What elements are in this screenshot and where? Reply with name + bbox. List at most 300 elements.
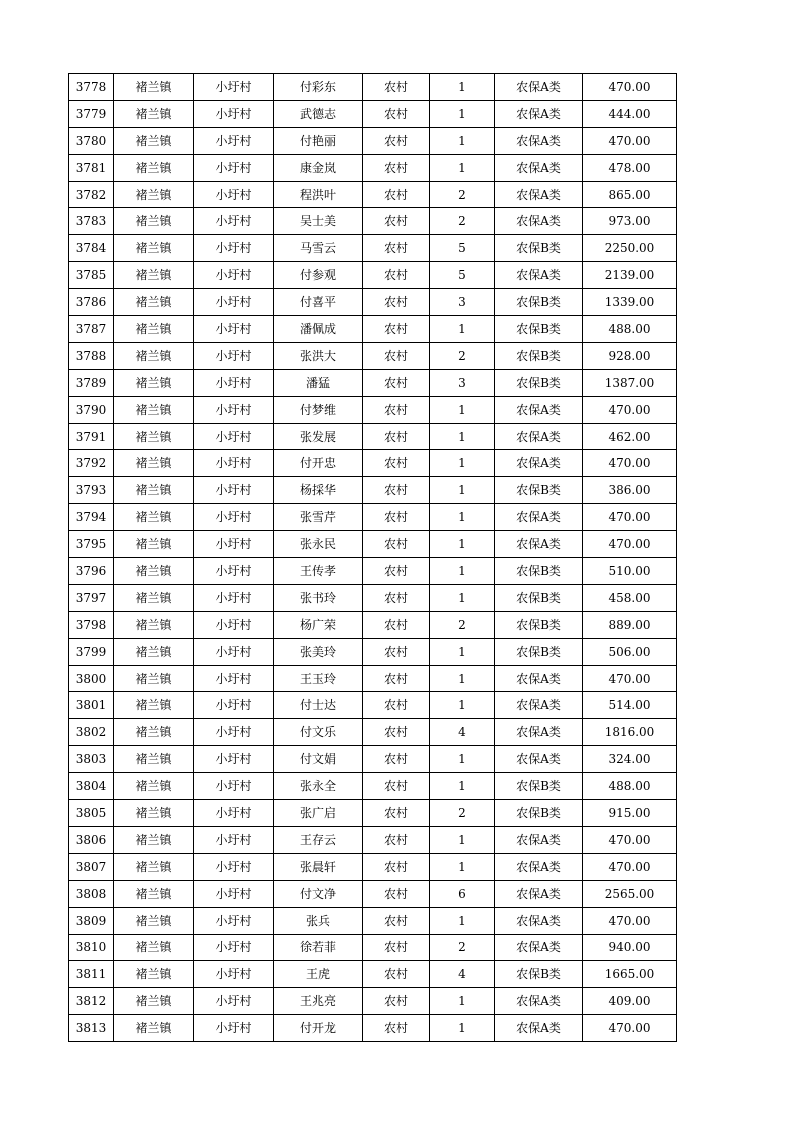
name-cell: 康金岚 (274, 154, 363, 181)
amount-cell: 940.00 (583, 934, 677, 961)
amount-cell: 2139.00 (583, 262, 677, 289)
village-cell: 小圩村 (194, 127, 274, 154)
row-number-cell: 3792 (69, 450, 114, 477)
row-number-cell: 3796 (69, 558, 114, 585)
name-cell: 武德志 (274, 100, 363, 127)
table-row (69, 1015, 677, 1042)
town-cell: 褚兰镇 (114, 853, 194, 880)
name-cell: 付开龙 (274, 1015, 363, 1042)
table-row (69, 638, 677, 665)
amount-cell: 915.00 (583, 800, 677, 827)
area-type-cell: 农村 (363, 208, 430, 235)
category-cell: 农保B类 (495, 611, 583, 638)
household-size-cell: 1 (430, 1015, 495, 1042)
town-cell: 褚兰镇 (114, 262, 194, 289)
area-type-cell: 农村 (363, 584, 430, 611)
row-number-cell: 3807 (69, 853, 114, 880)
amount-cell: 973.00 (583, 208, 677, 235)
town-cell: 褚兰镇 (114, 208, 194, 235)
town-cell: 褚兰镇 (114, 934, 194, 961)
village-cell: 小圩村 (194, 558, 274, 585)
name-cell: 王存云 (274, 826, 363, 853)
area-type-cell: 农村 (363, 181, 430, 208)
village-cell: 小圩村 (194, 988, 274, 1015)
area-type-cell: 农村 (363, 907, 430, 934)
amount-cell: 470.00 (583, 907, 677, 934)
area-type-cell: 农村 (363, 665, 430, 692)
table-row (69, 961, 677, 988)
category-cell: 农保A类 (495, 719, 583, 746)
category-cell: 农保B类 (495, 584, 583, 611)
village-cell: 小圩村 (194, 316, 274, 343)
category-cell: 农保A类 (495, 262, 583, 289)
area-type-cell: 农村 (363, 719, 430, 746)
amount-cell: 470.00 (583, 450, 677, 477)
village-cell: 小圩村 (194, 826, 274, 853)
household-size-cell: 3 (430, 289, 495, 316)
category-cell: 农保A类 (495, 423, 583, 450)
area-type-cell: 农村 (363, 450, 430, 477)
row-number-cell: 3784 (69, 235, 114, 262)
town-cell: 褚兰镇 (114, 773, 194, 800)
table-row (69, 826, 677, 853)
household-size-cell: 1 (430, 558, 495, 585)
category-cell: 农保B类 (495, 342, 583, 369)
village-cell: 小圩村 (194, 531, 274, 558)
name-cell: 王玉玲 (274, 665, 363, 692)
amount-cell: 889.00 (583, 611, 677, 638)
category-cell: 农保A类 (495, 665, 583, 692)
category-cell: 农保B类 (495, 289, 583, 316)
category-cell: 农保A类 (495, 746, 583, 773)
name-cell: 张洪大 (274, 342, 363, 369)
amount-cell: 470.00 (583, 1015, 677, 1042)
row-number-cell: 3787 (69, 316, 114, 343)
village-cell: 小圩村 (194, 638, 274, 665)
table-row (69, 719, 677, 746)
area-type-cell: 农村 (363, 127, 430, 154)
category-cell: 农保A类 (495, 127, 583, 154)
village-cell: 小圩村 (194, 719, 274, 746)
amount-cell: 470.00 (583, 396, 677, 423)
category-cell: 农保A类 (495, 692, 583, 719)
town-cell: 褚兰镇 (114, 423, 194, 450)
village-cell: 小圩村 (194, 853, 274, 880)
household-size-cell: 1 (430, 746, 495, 773)
village-cell: 小圩村 (194, 208, 274, 235)
town-cell: 褚兰镇 (114, 531, 194, 558)
row-number-cell: 3806 (69, 826, 114, 853)
town-cell: 褚兰镇 (114, 584, 194, 611)
amount-cell: 458.00 (583, 584, 677, 611)
area-type-cell: 农村 (363, 154, 430, 181)
table-row (69, 423, 677, 450)
name-cell: 付士达 (274, 692, 363, 719)
area-type-cell: 农村 (363, 316, 430, 343)
table-row (69, 611, 677, 638)
village-cell: 小圩村 (194, 584, 274, 611)
village-cell: 小圩村 (194, 934, 274, 961)
table-row (69, 262, 677, 289)
household-size-cell: 2 (430, 934, 495, 961)
town-cell: 褚兰镇 (114, 316, 194, 343)
area-type-cell: 农村 (363, 746, 430, 773)
category-cell: 农保A类 (495, 1015, 583, 1042)
name-cell: 杨广荣 (274, 611, 363, 638)
table-row (69, 746, 677, 773)
village-cell: 小圩村 (194, 289, 274, 316)
amount-cell: 514.00 (583, 692, 677, 719)
amount-cell: 1387.00 (583, 369, 677, 396)
household-size-cell: 1 (430, 154, 495, 181)
town-cell: 褚兰镇 (114, 289, 194, 316)
town-cell: 褚兰镇 (114, 74, 194, 101)
row-number-cell: 3803 (69, 746, 114, 773)
amount-cell: 1665.00 (583, 961, 677, 988)
amount-cell: 2250.00 (583, 235, 677, 262)
area-type-cell: 农村 (363, 880, 430, 907)
amount-cell: 506.00 (583, 638, 677, 665)
amount-cell: 386.00 (583, 477, 677, 504)
name-cell: 张书玲 (274, 584, 363, 611)
village-cell: 小圩村 (194, 181, 274, 208)
category-cell: 农保B类 (495, 235, 583, 262)
category-cell: 农保A类 (495, 907, 583, 934)
row-number-cell: 3790 (69, 396, 114, 423)
village-cell: 小圩村 (194, 423, 274, 450)
name-cell: 张雪芹 (274, 504, 363, 531)
category-cell: 农保A类 (495, 988, 583, 1015)
table-row (69, 100, 677, 127)
category-cell: 农保A类 (495, 504, 583, 531)
village-cell: 小圩村 (194, 74, 274, 101)
category-cell: 农保A类 (495, 208, 583, 235)
area-type-cell: 农村 (363, 800, 430, 827)
row-number-cell: 3813 (69, 1015, 114, 1042)
town-cell: 褚兰镇 (114, 127, 194, 154)
table-row (69, 127, 677, 154)
area-type-cell: 农村 (363, 342, 430, 369)
village-cell: 小圩村 (194, 773, 274, 800)
village-cell: 小圩村 (194, 396, 274, 423)
name-cell: 付开忠 (274, 450, 363, 477)
town-cell: 褚兰镇 (114, 450, 194, 477)
area-type-cell: 农村 (363, 826, 430, 853)
table-row (69, 235, 677, 262)
village-cell: 小圩村 (194, 235, 274, 262)
town-cell: 褚兰镇 (114, 746, 194, 773)
village-cell: 小圩村 (194, 907, 274, 934)
household-size-cell: 1 (430, 692, 495, 719)
town-cell: 褚兰镇 (114, 477, 194, 504)
area-type-cell: 农村 (363, 988, 430, 1015)
household-size-cell: 4 (430, 961, 495, 988)
name-cell: 张广启 (274, 800, 363, 827)
category-cell: 农保B类 (495, 369, 583, 396)
area-type-cell: 农村 (363, 853, 430, 880)
village-cell: 小圩村 (194, 692, 274, 719)
household-size-cell: 1 (430, 100, 495, 127)
table-row (69, 692, 677, 719)
amount-cell: 488.00 (583, 773, 677, 800)
amount-cell: 470.00 (583, 665, 677, 692)
amount-cell: 470.00 (583, 531, 677, 558)
table-row (69, 289, 677, 316)
amount-cell: 478.00 (583, 154, 677, 181)
table-row (69, 773, 677, 800)
category-cell: 农保B类 (495, 800, 583, 827)
household-size-cell: 2 (430, 342, 495, 369)
town-cell: 褚兰镇 (114, 638, 194, 665)
table-row (69, 369, 677, 396)
town-cell: 褚兰镇 (114, 692, 194, 719)
category-cell: 农保A类 (495, 450, 583, 477)
amount-cell: 462.00 (583, 423, 677, 450)
table-row (69, 907, 677, 934)
household-size-cell: 1 (430, 638, 495, 665)
category-cell: 农保B类 (495, 477, 583, 504)
row-number-cell: 3808 (69, 880, 114, 907)
table-row (69, 934, 677, 961)
table-row (69, 396, 677, 423)
amount-cell: 324.00 (583, 746, 677, 773)
name-cell: 张美玲 (274, 638, 363, 665)
row-number-cell: 3785 (69, 262, 114, 289)
table-row (69, 154, 677, 181)
row-number-cell: 3789 (69, 369, 114, 396)
category-cell: 农保B类 (495, 773, 583, 800)
household-size-cell: 6 (430, 880, 495, 907)
table-row (69, 665, 677, 692)
table-body (69, 74, 677, 1042)
area-type-cell: 农村 (363, 74, 430, 101)
name-cell: 付彩东 (274, 74, 363, 101)
household-size-cell: 2 (430, 800, 495, 827)
amount-cell: 1339.00 (583, 289, 677, 316)
table-row (69, 558, 677, 585)
row-number-cell: 3805 (69, 800, 114, 827)
name-cell: 吴士美 (274, 208, 363, 235)
household-size-cell: 5 (430, 235, 495, 262)
name-cell: 潘佩成 (274, 316, 363, 343)
row-number-cell: 3801 (69, 692, 114, 719)
household-size-cell: 1 (430, 477, 495, 504)
town-cell: 褚兰镇 (114, 154, 194, 181)
row-number-cell: 3802 (69, 719, 114, 746)
household-size-cell: 1 (430, 74, 495, 101)
row-number-cell: 3783 (69, 208, 114, 235)
row-number-cell: 3778 (69, 74, 114, 101)
amount-cell: 444.00 (583, 100, 677, 127)
name-cell: 张兵 (274, 907, 363, 934)
household-size-cell: 1 (430, 127, 495, 154)
area-type-cell: 农村 (363, 100, 430, 127)
row-number-cell: 3811 (69, 961, 114, 988)
row-number-cell: 3797 (69, 584, 114, 611)
category-cell: 农保A类 (495, 853, 583, 880)
village-cell: 小圩村 (194, 800, 274, 827)
category-cell: 农保A类 (495, 396, 583, 423)
area-type-cell: 农村 (363, 611, 430, 638)
name-cell: 付梦维 (274, 396, 363, 423)
row-number-cell: 3788 (69, 342, 114, 369)
category-cell: 农保A类 (495, 531, 583, 558)
village-cell: 小圩村 (194, 880, 274, 907)
table-row (69, 74, 677, 101)
name-cell: 张永全 (274, 773, 363, 800)
amount-cell: 1816.00 (583, 719, 677, 746)
town-cell: 褚兰镇 (114, 235, 194, 262)
category-cell: 农保B类 (495, 558, 583, 585)
category-cell: 农保A类 (495, 154, 583, 181)
amount-cell: 510.00 (583, 558, 677, 585)
area-type-cell: 农村 (363, 934, 430, 961)
row-number-cell: 3812 (69, 988, 114, 1015)
household-size-cell: 1 (430, 316, 495, 343)
area-type-cell: 农村 (363, 504, 430, 531)
category-cell: 农保B类 (495, 316, 583, 343)
amount-cell: 488.00 (583, 316, 677, 343)
town-cell: 褚兰镇 (114, 719, 194, 746)
row-number-cell: 3795 (69, 531, 114, 558)
town-cell: 褚兰镇 (114, 181, 194, 208)
table-row (69, 853, 677, 880)
category-cell: 农保A类 (495, 934, 583, 961)
village-cell: 小圩村 (194, 1015, 274, 1042)
amount-cell: 470.00 (583, 826, 677, 853)
name-cell: 张晨轩 (274, 853, 363, 880)
household-size-cell: 5 (430, 262, 495, 289)
household-size-cell: 3 (430, 369, 495, 396)
town-cell: 褚兰镇 (114, 1015, 194, 1042)
area-type-cell: 农村 (363, 1015, 430, 1042)
amount-cell: 2565.00 (583, 880, 677, 907)
row-number-cell: 3780 (69, 127, 114, 154)
row-number-cell: 3786 (69, 289, 114, 316)
village-cell: 小圩村 (194, 504, 274, 531)
row-number-cell: 3791 (69, 423, 114, 450)
row-number-cell: 3794 (69, 504, 114, 531)
table-row (69, 504, 677, 531)
name-cell: 程洪叶 (274, 181, 363, 208)
household-size-cell: 1 (430, 665, 495, 692)
row-number-cell: 3804 (69, 773, 114, 800)
village-cell: 小圩村 (194, 746, 274, 773)
household-size-cell: 1 (430, 773, 495, 800)
row-number-cell: 3799 (69, 638, 114, 665)
name-cell: 王兆亮 (274, 988, 363, 1015)
household-size-cell: 1 (430, 396, 495, 423)
name-cell: 潘猛 (274, 369, 363, 396)
household-size-cell: 2 (430, 181, 495, 208)
household-size-cell: 1 (430, 907, 495, 934)
area-type-cell: 农村 (363, 262, 430, 289)
area-type-cell: 农村 (363, 558, 430, 585)
amount-cell: 470.00 (583, 504, 677, 531)
village-cell: 小圩村 (194, 477, 274, 504)
table-row (69, 208, 677, 235)
town-cell: 褚兰镇 (114, 504, 194, 531)
name-cell: 王虎 (274, 961, 363, 988)
category-cell: 农保B类 (495, 961, 583, 988)
category-cell: 农保A类 (495, 181, 583, 208)
household-size-cell: 2 (430, 208, 495, 235)
household-size-cell: 2 (430, 611, 495, 638)
name-cell: 张发展 (274, 423, 363, 450)
row-number-cell: 3810 (69, 934, 114, 961)
town-cell: 褚兰镇 (114, 961, 194, 988)
household-size-cell: 1 (430, 531, 495, 558)
name-cell: 付文净 (274, 880, 363, 907)
area-type-cell: 农村 (363, 423, 430, 450)
town-cell: 褚兰镇 (114, 826, 194, 853)
name-cell: 付文乐 (274, 719, 363, 746)
town-cell: 褚兰镇 (114, 369, 194, 396)
data-table (68, 73, 677, 1042)
name-cell: 付艳丽 (274, 127, 363, 154)
table-row (69, 316, 677, 343)
table-row (69, 880, 677, 907)
household-size-cell: 4 (430, 719, 495, 746)
row-number-cell: 3781 (69, 154, 114, 181)
town-cell: 褚兰镇 (114, 396, 194, 423)
amount-cell: 470.00 (583, 853, 677, 880)
row-number-cell: 3782 (69, 181, 114, 208)
table-row (69, 800, 677, 827)
name-cell: 王传孝 (274, 558, 363, 585)
name-cell: 付文娟 (274, 746, 363, 773)
household-size-cell: 1 (430, 826, 495, 853)
household-size-cell: 1 (430, 584, 495, 611)
category-cell: 农保B类 (495, 638, 583, 665)
amount-cell: 470.00 (583, 127, 677, 154)
household-size-cell: 1 (430, 504, 495, 531)
village-cell: 小圩村 (194, 342, 274, 369)
category-cell: 农保A类 (495, 100, 583, 127)
village-cell: 小圩村 (194, 100, 274, 127)
table-row (69, 450, 677, 477)
village-cell: 小圩村 (194, 611, 274, 638)
household-size-cell: 1 (430, 988, 495, 1015)
area-type-cell: 农村 (363, 961, 430, 988)
town-cell: 褚兰镇 (114, 988, 194, 1015)
row-number-cell: 3779 (69, 100, 114, 127)
area-type-cell: 农村 (363, 235, 430, 262)
area-type-cell: 农村 (363, 289, 430, 316)
table-row (69, 342, 677, 369)
village-cell: 小圩村 (194, 665, 274, 692)
area-type-cell: 农村 (363, 396, 430, 423)
name-cell: 张永民 (274, 531, 363, 558)
village-cell: 小圩村 (194, 961, 274, 988)
household-size-cell: 1 (430, 423, 495, 450)
table-row (69, 584, 677, 611)
table-row (69, 988, 677, 1015)
row-number-cell: 3809 (69, 907, 114, 934)
town-cell: 褚兰镇 (114, 100, 194, 127)
row-number-cell: 3800 (69, 665, 114, 692)
household-size-cell: 1 (430, 853, 495, 880)
category-cell: 农保A类 (495, 880, 583, 907)
town-cell: 褚兰镇 (114, 558, 194, 585)
name-cell: 付喜平 (274, 289, 363, 316)
village-cell: 小圩村 (194, 450, 274, 477)
name-cell: 杨採华 (274, 477, 363, 504)
area-type-cell: 农村 (363, 638, 430, 665)
area-type-cell: 农村 (363, 692, 430, 719)
area-type-cell: 农村 (363, 369, 430, 396)
household-size-cell: 1 (430, 450, 495, 477)
